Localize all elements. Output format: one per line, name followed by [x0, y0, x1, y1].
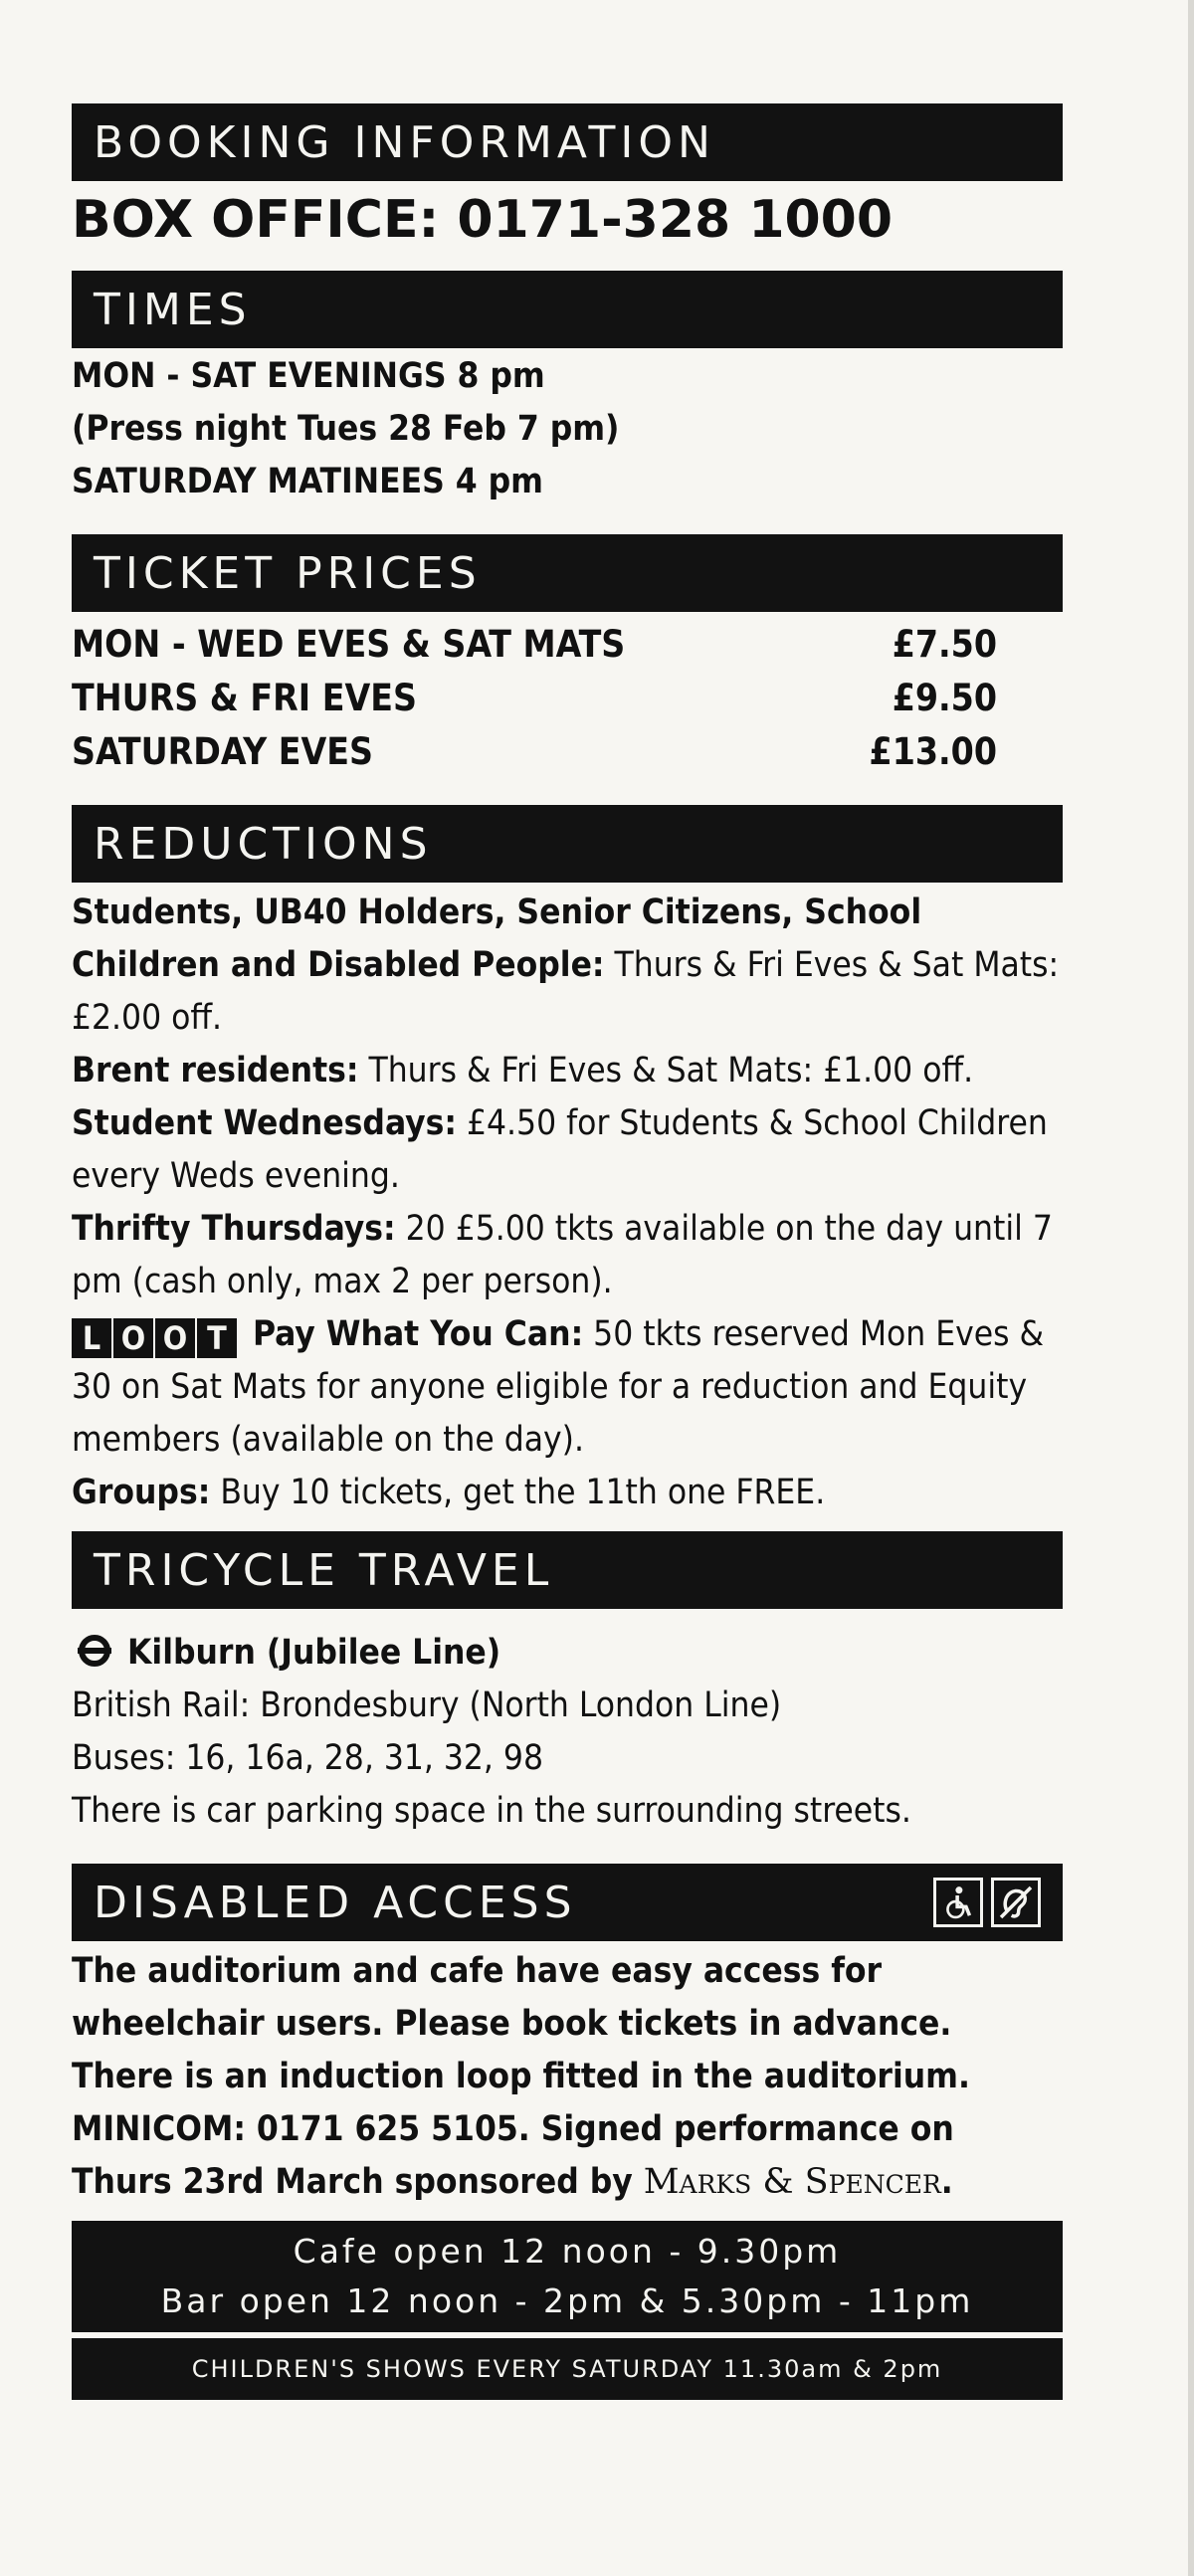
reduction-text: Thurs & Fri Eves & Sat Mats: £2.00 off.	[72, 945, 1060, 1038]
tube-line	[72, 1627, 1063, 1680]
reduction-label: Brent residents:	[72, 1051, 359, 1090]
reduction-label: Thrifty Thursdays:	[72, 1209, 396, 1249]
reductions-heading-text: REDUCTIONS	[94, 818, 433, 870]
loot-letter: O	[155, 1318, 195, 1358]
travel-line: British Rail: Brondesbury (North London Line)	[72, 1685, 782, 1725]
booking-heading-text: BOOKING INFORMATION	[94, 116, 715, 168]
access-heading-text: DISABLED ACCESS	[94, 1877, 577, 1928]
childrens-shows: CHILDREN'S SHOWS EVERY SATURDAY 11.30am & 2pm	[72, 2338, 1063, 2400]
loot-letter: T	[197, 1318, 237, 1358]
reduction-text: £4.50 for Students & School Children every Weds evening.	[72, 1103, 1048, 1196]
loot-logo	[72, 1308, 239, 1361]
sponsor-end: .	[940, 2162, 953, 2202]
reduction-item	[72, 887, 1063, 1045]
reduction-item	[72, 1097, 1063, 1203]
loot-item	[72, 1308, 1063, 1467]
travel-line: There is car parking space in the surrounding streets.	[72, 1791, 911, 1831]
reduction-item	[72, 1045, 1063, 1097]
access-heading	[72, 1864, 1063, 1941]
price-label: THURS & FRI EVES	[72, 677, 417, 719]
cafe-bar-hours	[72, 2221, 1063, 2332]
times-heading	[72, 271, 1063, 348]
price-label: MON - WED EVES & SAT MATS	[72, 623, 626, 666]
box-office-number: BOX OFFICE: 0171-328 1000	[72, 190, 894, 250]
underground-roundel-icon	[78, 1634, 111, 1668]
hearing-loop-icon	[991, 1878, 1041, 1927]
minicom-text: 0171 625 5105. Signed performance on Thurs 23rd March sponsored by	[72, 2109, 954, 2202]
times-heading-text: TIMES	[94, 284, 252, 335]
price-value: £9.50	[892, 677, 997, 719]
access-info	[72, 1945, 1063, 2209]
minicom-line	[72, 2103, 1063, 2209]
times-line: MON - SAT EVENINGS 8 pm	[72, 356, 545, 396]
reduction-item	[72, 1203, 1063, 1308]
tube-station: Kilburn (Jubilee Line)	[127, 1633, 501, 1673]
reductions-heading	[72, 805, 1063, 883]
wheelchair-icon	[933, 1878, 983, 1927]
groups-item	[72, 1467, 1063, 1519]
price-row	[72, 672, 1063, 725]
groups-text: Buy 10 tickets, get the 11th one FREE.	[210, 1473, 826, 1512]
prices-heading	[72, 534, 1063, 612]
price-row	[72, 618, 1063, 672]
page-edge	[1188, 0, 1194, 2576]
access-icons	[933, 1878, 1041, 1927]
travel-heading	[72, 1531, 1063, 1609]
reduction-label: Student Wednesdays:	[72, 1103, 457, 1143]
reduction-text: 20 £5.00 tkts available on the day until 7 pm (cash only, max 2 per person).	[72, 1209, 1053, 1301]
reduction-label: Students, UB40 Holders, Senior Citizens, School Children and Disabled People:	[72, 892, 922, 985]
price-table	[72, 618, 1063, 779]
loot-label: Pay What You Can:	[253, 1314, 584, 1354]
booking-heading	[72, 103, 1063, 181]
reduction-text: Thurs & Fri Eves & Sat Mats: £1.00 off.	[358, 1051, 974, 1090]
groups-label: Groups:	[72, 1473, 211, 1512]
price-value: £7.50	[892, 623, 997, 666]
price-row	[72, 725, 1063, 779]
cafe-hours: Cafe open 12 noon - 9.30pm	[293, 2232, 842, 2271]
minicom-label: MINICOM:	[72, 2109, 246, 2149]
price-value: £13.00	[869, 730, 997, 773]
times-line: (Press night Tues 28 Feb 7 pm)	[72, 409, 620, 449]
times-list	[72, 350, 1063, 508]
travel-heading-text: TRICYCLE TRAVEL	[94, 1544, 554, 1596]
times-line: SATURDAY MATINEES 4 pm	[72, 462, 543, 501]
booking-leaflet	[72, 103, 1063, 2400]
bar-hours: Bar open 12 noon - 2pm & 5.30pm - 11pm	[160, 2281, 974, 2320]
access-text: The auditorium and cafe have easy access for wheelchair users. Please book tickets in advance. There is an induction loop fitted in the auditorium.	[72, 1951, 970, 2096]
loot-letter: O	[113, 1318, 153, 1358]
reductions-list	[72, 887, 1063, 1519]
loot-letter: L	[72, 1318, 111, 1358]
price-label: SATURDAY EVES	[72, 730, 374, 773]
loot-text: 50 tkts reserved Mon Eves & 30 on Sat Mats for anyone eligible for a reduction and Equity members (available on the day).	[72, 1314, 1045, 1460]
travel-line: Buses: 16, 16a, 28, 31, 32, 98	[72, 1738, 543, 1778]
sponsor-name: Marks & Spencer	[643, 2162, 941, 2202]
prices-heading-text: TICKET PRICES	[94, 547, 482, 599]
travel-info	[72, 1627, 1063, 1838]
